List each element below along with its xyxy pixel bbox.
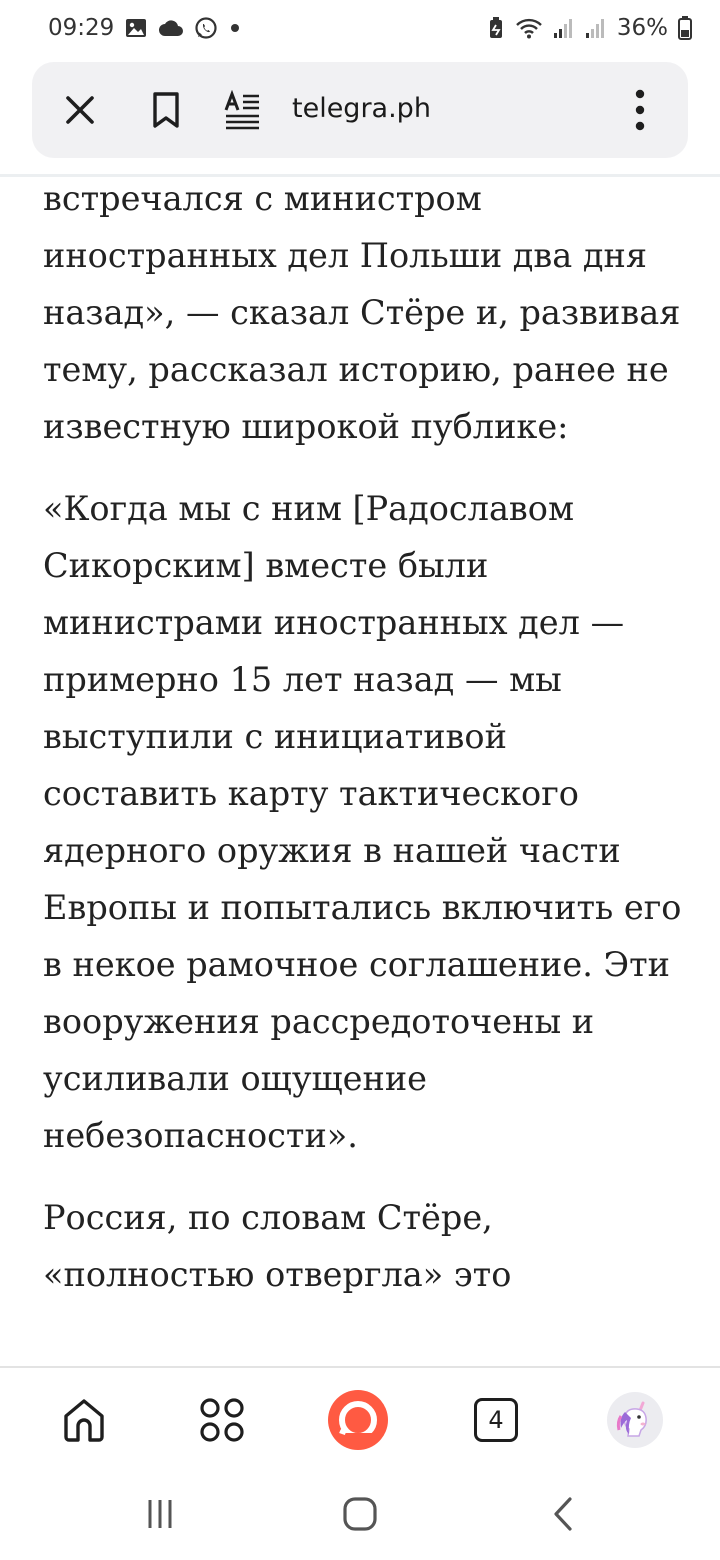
article-paragraph: «Когда мы с ним [Радославом Сикорским] вместе были министрами иностранных дел — примерно 15 лет назад — мы выступили с инициативой составить карту тактического ядерного оружия в нашей части Европы и попытались включить его в некое рамочное соглашение. Эти вооружения рассредоточены и усиливали ощущение небезопасности». [43,489,682,1155]
signal-icon [585,17,607,39]
profile-avatar-icon[interactable] [603,1388,667,1452]
whatsapp-icon [194,16,218,40]
home-nav-icon[interactable] [336,1490,384,1538]
close-icon[interactable] [56,86,104,134]
bookmark-icon[interactable] [142,86,190,134]
status-time: 09:29 [48,15,115,41]
status-left [48,15,242,41]
tabs-icon[interactable] [464,1388,528,1452]
wifi-icon [515,17,543,39]
browser-bottom-bar [0,1368,720,1468]
alice-icon[interactable] [326,1388,390,1452]
article-paragraph: Россия, по словам Стёре, «полностью отвергла» это [43,1198,512,1294]
article-paragraph: встречался с министром иностранных дел Польши два дня назад», — сказал Стёре и, развивая тему, рассказал историю, ранее не известную широкой публике: [43,179,681,446]
dot-icon [228,21,242,35]
battery-icon [678,16,692,40]
back-icon[interactable] [538,1490,586,1538]
status-bar [0,0,720,56]
cloud-icon [158,18,184,38]
tabs-count: 4 [474,1398,518,1442]
services-grid-icon[interactable] [190,1388,254,1452]
recent-apps-icon[interactable] [136,1490,184,1538]
battery-saver-icon [487,16,505,40]
signal-icon [553,17,575,39]
system-nav-bar [0,1468,720,1560]
avatar [607,1392,663,1448]
more-vert-icon[interactable] [616,86,664,134]
home-icon[interactable] [52,1388,116,1452]
battery-percent: 36% [616,15,668,41]
reader-mode-icon[interactable] [218,86,266,134]
status-right [487,15,692,41]
gallery-icon [124,17,148,39]
article-content [43,170,683,1366]
url-text[interactable]: telegra.ph [292,93,431,124]
browser-toolbar [32,62,688,158]
